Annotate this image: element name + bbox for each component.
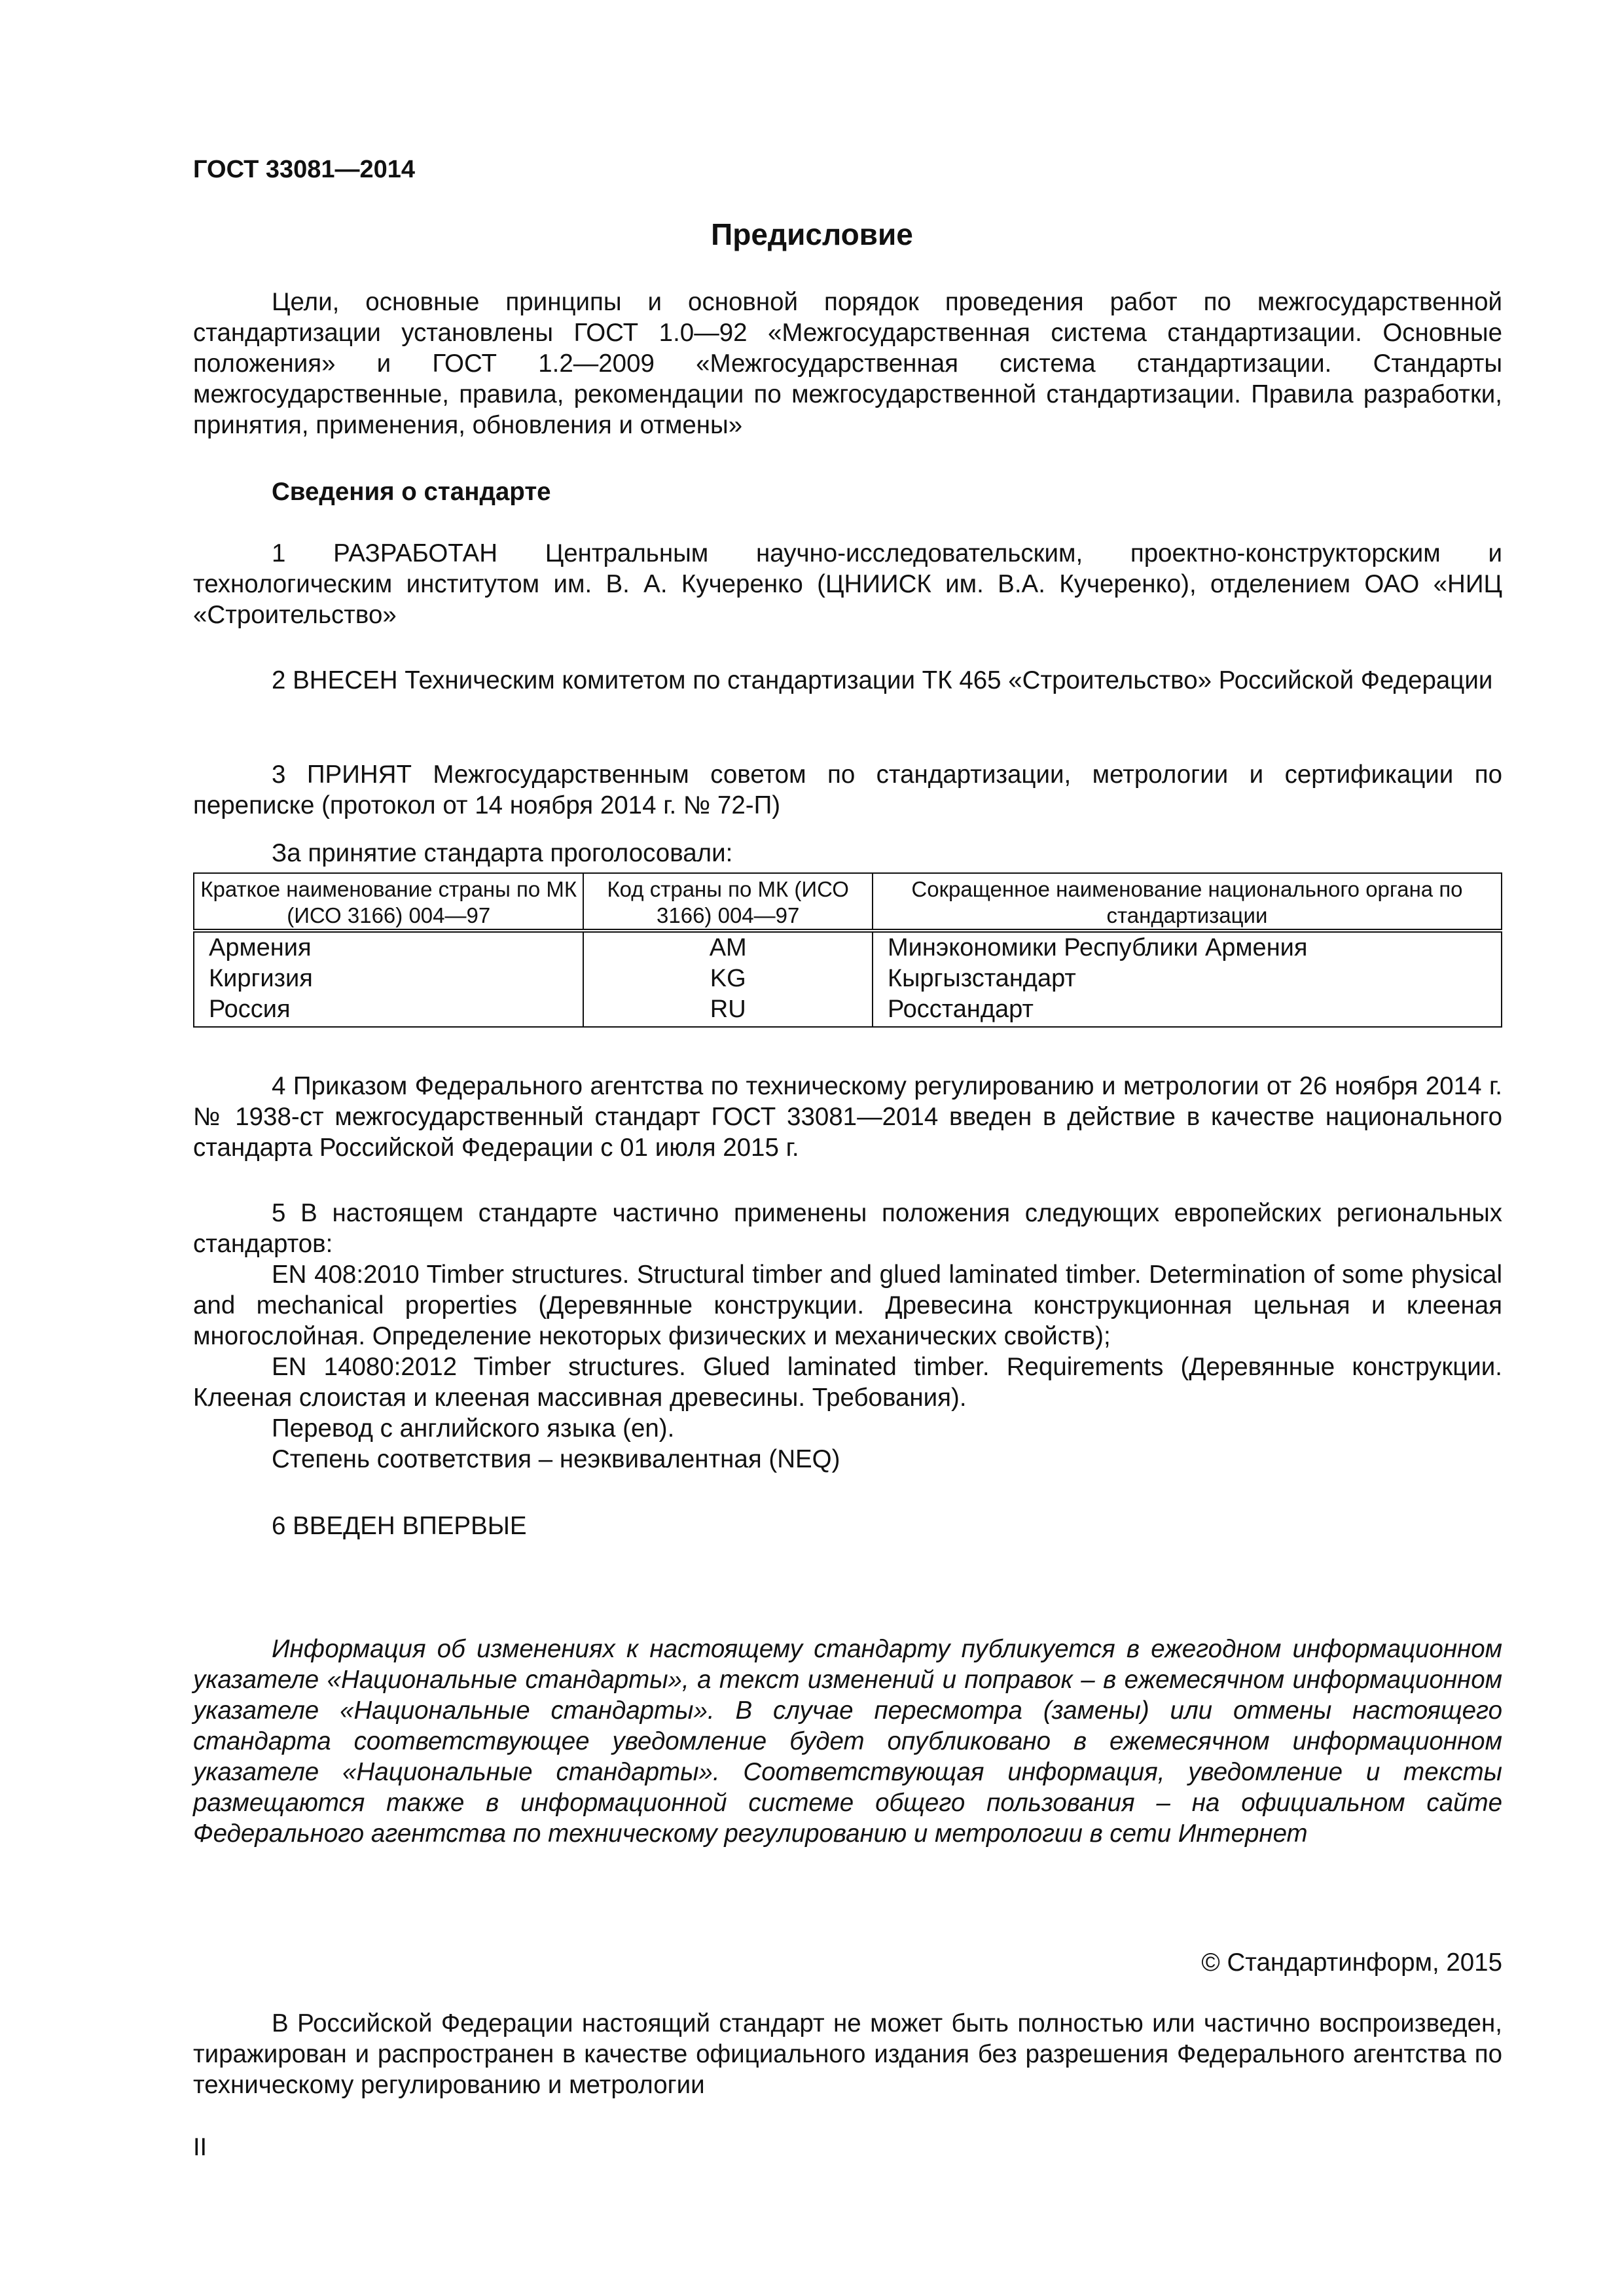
item-5-applied: 5 В настоящем стандарте частично применены положения следующих европейских региональных стандартов: (193, 1199, 1502, 1258)
table-row (194, 931, 1502, 963)
country-cell: Армения (194, 931, 583, 963)
item-4-order: 4 Приказом Федерального агентства по техническому регулированию и метрологии от 26 ноября 2014 г. № 1938-ст межгосударственный стандарт ГОСТ 33081—2014 введен в действие в качестве национального стандарта Российской Федерации с 01 июля 2015 г. (193, 1072, 1502, 1162)
item-5-en408: EN 408:2010 Timber structures. Structural timber and glued laminated timber. Determination of some physical and mechanical properties (Деревянные конструкции. Древесина конструкционная цельная и клееная многослойная. Определение некоторых физических и механических свойств); (193, 1261, 1502, 1350)
reproduction-notice: В Российской Федерации настоящий стандарт не может быть полностью или частично воспроизведен, тиражирован и распространен в качестве официального издания без разрешения Федерального агентства по техническому регулированию и метрологии (193, 2009, 1502, 2099)
document-header: ГОСТ 33081—2014 (193, 156, 416, 183)
item-3-adopted: 3 ПРИНЯТ Межгосударственным советом по стандартизации, метрологии и сертификации по переписке (протокол от 14 ноября 2014 г. № 72-П) (193, 761, 1502, 819)
item-6-first-introduced: 6 ВВЕДЕН ВПЕРВЫЕ (272, 1512, 527, 1540)
header-national-body: Сокращенное наименование национального органа по стандартизации (873, 873, 1502, 931)
body-cell: Кыргызстандарт (873, 963, 1502, 994)
item-5-translation: Перевод с английского языка (en). (272, 1414, 675, 1443)
vote-intro: За принятие стандарта проголосовали: (272, 839, 733, 867)
vote-table-header-row (194, 873, 1502, 931)
changes-info-paragraph: Информация об изменениях к настоящему стандарту публикуется в ежегодном информационном указателе «Национальные стандарты», а текст изменений и поправок – в ежемесячном информационном указателе «Национальные стандарты». В случае пересмотра (замены) или отмены настоящего стандарта соответствующее уведомление будет опубликовано в ежемесячном информационном указателе «Национальные стандарты». Соответствующая информация, уведомление и тексты размещаются также в информационной системе общего пользования – на официальном сайте Федерального агентства по техническому регулированию и метрологии в сети Интернет (193, 1635, 1502, 1848)
item-1-developed: 1 РАЗРАБОТАН Центральным научно-исследовательским, проектно-конструкторским и технологическим институтом им. В. А. Кучеренко (ЦНИИСК им. В.А. Кучеренко), отделением ОАО «НИЦ «Строительство» (193, 539, 1502, 629)
page-number: II (193, 2134, 208, 2161)
table-row (194, 963, 1502, 994)
code-cell: RU (583, 994, 873, 1027)
vote-table (193, 872, 1502, 1028)
item-5-degree: Степень соответствия – неэквивалентная (NEQ) (272, 1445, 840, 1473)
item-5-en14080: EN 14080:2012 Timber structures. Glued laminated timber. Requirements (Деревянные конструкции. Клееная слоистая и клееная массивная древесины. Требования). (193, 1353, 1502, 1412)
page-title: Предисловие (711, 217, 913, 251)
country-cell: Россия (194, 994, 583, 1027)
code-cell: AM (583, 931, 873, 963)
body-cell: Минэкономики Республики Армения (873, 931, 1502, 963)
country-cell: Киргизия (194, 963, 583, 994)
intro-paragraph: Цели, основные принципы и основной порядок проведения работ по межгосударственной стандартизации установлены ГОСТ 1.0—92 «Межгосударственная система стандартизации. Основные положения» и ГОСТ 1.2—2009 «Межгосударственная система стандартизации. Стандарты межгосударственные, правила, рекомендации по межгосударственной стандартизации. Правила разработки, принятия, применения, обновления и отмены» (193, 288, 1502, 439)
copyright: © Стандартинформ, 2015 (1201, 1948, 1502, 1977)
table-row (194, 994, 1502, 1027)
header-country-code: Код страны по МК (ИСО 3166) 004—97 (583, 873, 873, 931)
code-cell: KG (583, 963, 873, 994)
header-country-name: Краткое наименование страны по МК (ИСО 3166) 004—97 (194, 873, 583, 931)
body-cell: Росстандарт (873, 994, 1502, 1027)
item-2-submitted: 2 ВНЕСЕН Техническим комитетом по стандартизации ТК 465 «Строительство» Российской Федерации (272, 666, 1493, 694)
info-heading: Сведения о стандарте (272, 478, 551, 506)
